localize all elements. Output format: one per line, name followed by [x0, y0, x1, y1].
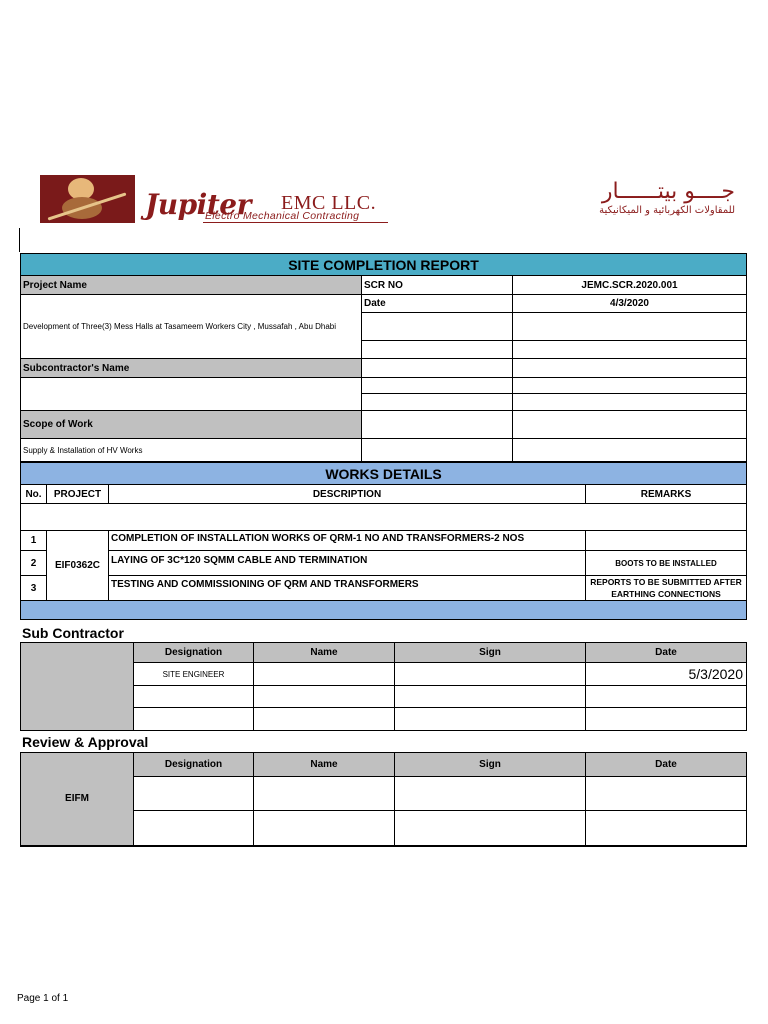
col-header-no: No.: [21, 485, 47, 504]
date-cell[interactable]: [586, 777, 747, 811]
blank-cell: [513, 378, 747, 394]
row-no: 3: [21, 576, 47, 601]
name-cell[interactable]: [254, 686, 395, 708]
sign-cell[interactable]: [395, 811, 586, 846]
blank-cell: [362, 411, 513, 439]
row-no: 2: [21, 551, 47, 576]
report-header-table: [20, 253, 747, 462]
blank-cell: [513, 439, 747, 462]
col-header-project: PROJECT: [47, 485, 109, 504]
subcontractor-value: [21, 378, 362, 411]
report-title: SITE COMPLETION REPORT: [21, 254, 747, 276]
date-cell[interactable]: [586, 708, 747, 731]
date-cell: 5/3/2020: [586, 663, 747, 686]
blank-cell: [362, 439, 513, 462]
date-label: Date: [362, 295, 513, 313]
brand-arabic-name: جــــو بيتــــــار: [601, 179, 735, 204]
date-cell[interactable]: [586, 811, 747, 846]
sign-cell[interactable]: [395, 777, 586, 811]
brand-wordmark: [143, 190, 403, 226]
blank-cell: [513, 341, 747, 359]
row-remarks: [586, 531, 747, 551]
scr-no-label: SCR NO: [362, 276, 513, 295]
col-header-date: Date: [586, 643, 747, 663]
brand-arabic-tagline: للمقاولات الكهربائية و الميكانيكية: [599, 205, 735, 216]
col-header-sign: Sign: [395, 643, 586, 663]
row-description: LAYING OF 3C*120 SQMM CABLE AND TERMINATION: [109, 551, 586, 576]
designation-cell[interactable]: [134, 811, 254, 846]
blank-cell: [513, 394, 747, 411]
works-details-table: [20, 462, 747, 620]
row-description: COMPLETION OF INSTALLATION WORKS OF QRM-1 NO AND TRANSFORMERS-2 NOS: [109, 531, 586, 551]
name-cell[interactable]: [254, 811, 395, 846]
row-description: TESTING AND COMMISSIONING OF QRM AND TRANSFORMERS: [109, 576, 586, 601]
sub-contractor-heading: Sub Contractor: [22, 625, 124, 641]
scope-value: Supply & Installation of HV Works: [21, 439, 362, 462]
row-remarks: REPORTS TO BE SUBMITTED AFTER EARTHING CONNECTIONS: [586, 576, 747, 601]
review-approval-heading: Review & Approval: [22, 734, 149, 750]
row-remarks: BOOTS TO BE INSTALLED: [586, 551, 747, 576]
name-cell[interactable]: [254, 708, 395, 731]
scope-label: Scope of Work: [21, 411, 362, 439]
designation-cell: SITE ENGINEER: [134, 663, 254, 686]
project-name-value: Development of Three(3) Mess Halls at Tasameem Workers City , Mussafah , Abu Dhabi: [21, 295, 362, 359]
brand-underline: [203, 222, 388, 223]
col-header-sign: Sign: [395, 753, 586, 777]
blank-cell: [362, 394, 513, 411]
row-no: 1: [21, 531, 47, 551]
page-number: Page 1 of 1: [17, 993, 69, 1004]
brand-script-text: Jupiter: [145, 188, 251, 221]
sign-cell[interactable]: [395, 686, 586, 708]
company-logo: [40, 175, 135, 223]
col-header-description: DESCRIPTION: [109, 485, 586, 504]
subcontractor-label: Subcontractor's Name: [21, 359, 362, 378]
col-header-name: Name: [254, 753, 395, 777]
blank-cell: [513, 313, 747, 341]
col-header-name: Name: [254, 643, 395, 663]
brand-arabic-wordmark: [530, 180, 735, 222]
col-header-remarks: REMARKS: [586, 485, 747, 504]
sub-contractor-org-cell: [21, 643, 134, 731]
blank-cell: [513, 359, 747, 378]
project-code: EIF0362C: [47, 531, 109, 601]
works-title: WORKS DETAILS: [21, 463, 747, 485]
scr-no-value: JEMC.SCR.2020.001: [513, 276, 747, 295]
sign-cell[interactable]: [395, 663, 586, 686]
date-value: 4/3/2020: [513, 295, 747, 313]
blank-cell: [362, 313, 513, 341]
designation-cell[interactable]: [134, 777, 254, 811]
name-cell[interactable]: [254, 663, 395, 686]
sign-cell[interactable]: [395, 708, 586, 731]
designation-cell: [134, 686, 254, 708]
review-org: EIFM: [21, 753, 134, 846]
brand-name-text: EMC LLC.: [281, 192, 377, 214]
col-header-designation: Designation: [134, 753, 254, 777]
margin-line: [19, 228, 20, 252]
blank-cell: [362, 378, 513, 394]
blank-cell: [513, 411, 747, 439]
blank-cell: [362, 341, 513, 359]
col-header-designation: Designation: [134, 643, 254, 663]
project-name-label: Project Name: [21, 276, 362, 295]
review-approval-table: [20, 752, 747, 847]
designation-cell: [134, 708, 254, 731]
blank-cell: [362, 359, 513, 378]
section-band: [21, 601, 747, 620]
col-header-date: Date: [586, 753, 747, 777]
date-cell[interactable]: [586, 686, 747, 708]
sub-contractor-table: [20, 642, 747, 731]
brand-tagline: Electro Mechanical Contracting: [205, 210, 360, 222]
spacer-row: [21, 504, 747, 531]
name-cell[interactable]: [254, 777, 395, 811]
